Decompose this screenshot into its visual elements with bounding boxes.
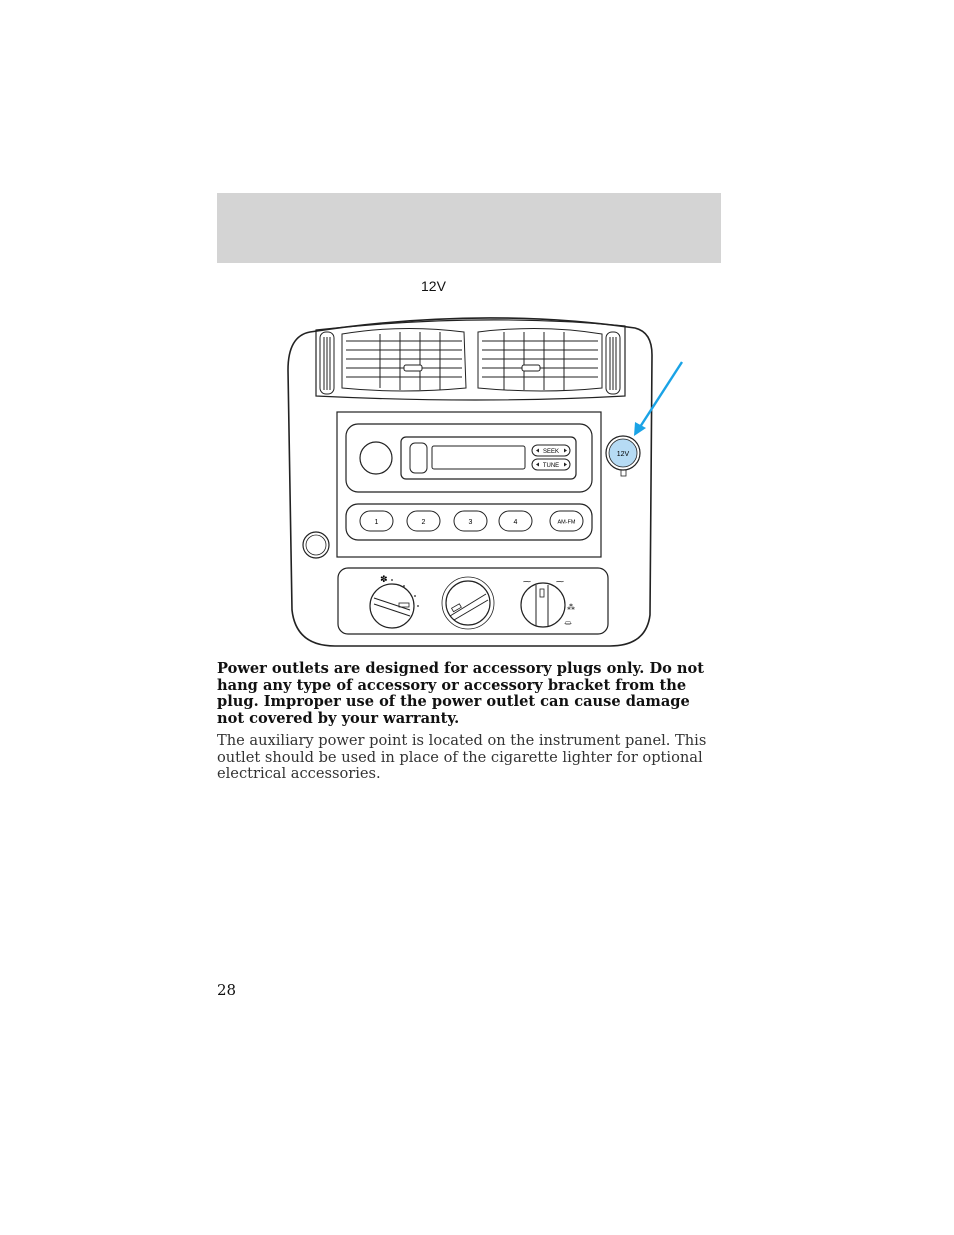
page-number: 28: [217, 981, 237, 999]
seek-label: SEEK: [542, 449, 560, 455]
panel-outline: [288, 318, 652, 646]
instrument-panel-illustration: [280, 310, 690, 655]
svg-text:1: 1: [374, 519, 379, 526]
outlet-label: 12V: [616, 451, 630, 458]
fan-icon: ✽: [380, 574, 388, 584]
figure-caption-label: 12V: [421, 278, 446, 294]
svg-text:AM-FM: AM-FM: [557, 519, 576, 526]
floor-vent-icon: ⁓: [556, 577, 564, 586]
svg-text:4: 4: [513, 519, 518, 526]
defrost-floor-icon: ⁂: [567, 603, 575, 612]
tune-label: TUNE: [542, 463, 560, 469]
body-text: The auxiliary power point is located on the instrument panel. This outlet should be used in place of the cigarette lighter for optional electrical accessories.: [217, 732, 707, 782]
header-band: [217, 193, 721, 263]
warning-text: Power outlets are designed for accessory plugs only. Do not hang any type of accessory or accessory bracket from the plug. Improper use of the power outlet can cause damage not covered by your warranty.: [217, 660, 705, 727]
svg-text:3: 3: [468, 519, 473, 526]
defrost-icon: ⏛: [564, 619, 572, 628]
svg-text:2: 2: [421, 519, 426, 526]
panel-vent-icon: ⁓: [523, 577, 531, 586]
